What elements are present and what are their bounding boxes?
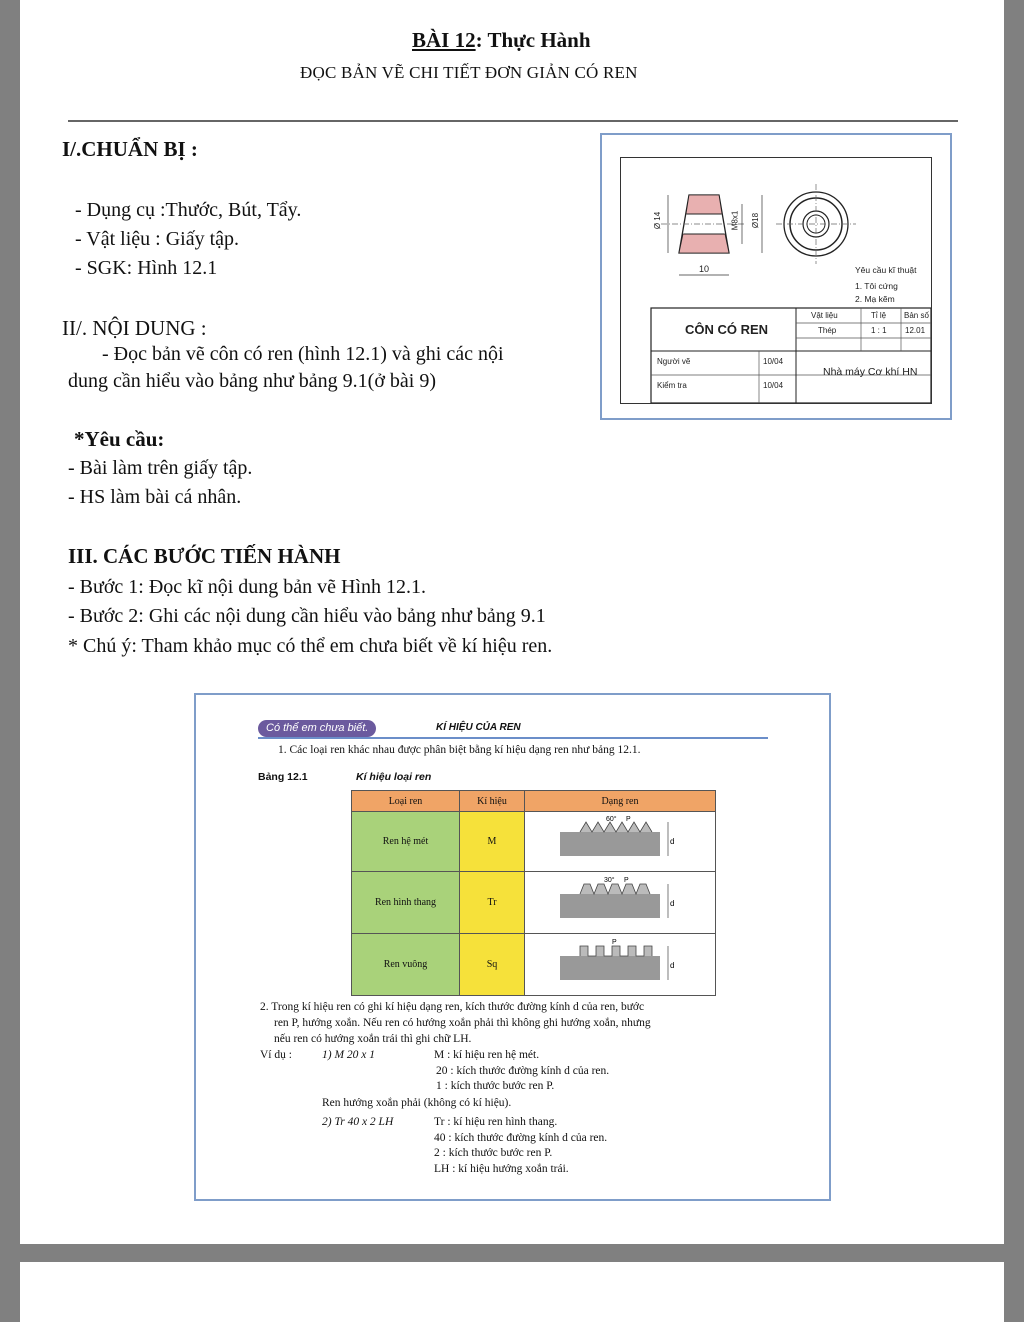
dimension-label: 10 [699,264,710,274]
list-item: - SGK: Hình 12.1 [75,257,218,279]
requirements-heading: *Yêu cầu: [74,427,165,451]
thread-form-image [525,872,716,934]
list-item: - HS làm bài cá nhân. [68,486,242,508]
section-3-heading: III. CÁC BƯỚC TIẾN HÀNH [68,544,341,568]
label-p: P [612,939,617,946]
divider [68,120,958,122]
col-header: Loại ren [352,791,460,812]
list-item: - Bài làm trên giấy tập. [68,457,253,479]
label-p: P [626,816,631,823]
example-1-note: Ren hướng xoắn phải (không có kí hiệu). [322,1097,512,1109]
table-caption-number: Bảng 12.1 [258,771,308,783]
list-item: - Bước 2: Ghi các nội dung cần hiểu vào bảng như bảng 9.1 [68,605,546,627]
dimension-label: Ø18 [751,212,761,229]
example-label: Ví dụ : [260,1049,292,1061]
sheet-label: Bản số [904,311,929,320]
section-2-heading: II/. NỘI DUNG : [62,316,207,340]
factory-name: Nhà máy Cơ khí HN [823,366,918,378]
thread-form-image [525,934,716,996]
document-page [20,0,1004,1244]
section-2-line-1: - Đọc bản vẽ côn có ren (hình 12.1) và ghi các nội [102,343,504,365]
scale-value: 1 : 1 [871,326,887,335]
info-paragraph-2-line-2: ren P, hướng xoắn. Nếu ren có hướng xoắn phải thì không ghi hướng xoắn, nhưng [274,1017,651,1029]
example-2-note: 40 : kích thước đường kính d của ren. [434,1132,608,1144]
info-badge: Có thể em chưa biết. [258,720,376,737]
thread-table [351,790,716,996]
list-item: - Bước 1: Đọc kĩ nội dung bản vẽ Hình 12.1. [68,576,427,598]
label-d: d [670,899,675,908]
thread-symbol: Tr [460,872,525,934]
thread-symbol: Sq [460,934,525,996]
col-header: Kí hiệu [460,791,525,812]
info-paragraph-2-line-3: nếu ren có hướng xoắn trái thì ghi chữ LH. [274,1033,472,1045]
technical-drawing [600,133,952,420]
section-1-heading: I/.CHUẨN BỊ : [62,137,198,161]
example-1-note: 20 : kích thước đường kính d của ren. [436,1065,610,1077]
scale-label: Tỉ lệ [871,311,887,320]
example-1-note: 1 : kích thước bước ren P. [436,1080,555,1092]
table-caption: Kí hiệu loại ren [356,771,432,783]
drawing-frame [620,157,932,404]
thread-type: Ren vuông [352,934,460,996]
part-name: CÔN CÓ REN [685,322,769,337]
square-thread-illustration [550,936,690,990]
list-item: - Vật liệu : Giấy tập. [75,228,240,250]
checker-label: Kiểm tra [657,381,687,390]
thread-form-image [525,812,716,872]
dimension-label: Ø 14 [653,211,663,230]
req-item: 1. Tôi cứng [855,281,898,291]
info-paragraph-2-line-1: 2. Trong kí hiệu ren có ghi kí hiệu dạng ren, kích thước đường kính d của ren, bước [260,1001,645,1013]
info-badge-title: KÍ HIỆU CỦA REN [436,722,521,733]
drawer-label: Người vẽ [657,357,691,366]
table-row [352,812,716,872]
metric-thread-illustration [550,814,690,866]
label-angle: 60° [606,816,617,823]
divider [258,737,768,739]
example-1-note: M : kí hiệu ren hệ mét. [434,1049,540,1061]
thread-symbols-box [194,693,831,1201]
example-2-note: Tr : kí hiệu ren hình thang. [434,1116,558,1128]
req-title: Yêu cầu kĩ thuật [855,265,917,275]
example-2: 2) Tr 40 x 2 LH [322,1116,394,1128]
col-header: Dạng ren [525,791,716,812]
material-label: Vật liệu [811,311,838,320]
list-item: - Dụng cụ :Thước, Bút, Tẩy. [75,199,302,221]
example-2-note: LH : kí hiệu hướng xoắn trái. [434,1163,569,1175]
label-angle: 30° [604,877,615,884]
label-d: d [670,837,675,846]
info-paragraph-1: 1. Các loại ren khác nhau được phân biệt bằng kí hiệu dạng ren như bảng 12.1. [278,744,641,756]
req-item: 2. Mạ kẽm [855,294,895,304]
lesson-subtitle: ĐỌC BẢN VẼ CHI TIẾT ĐƠN GIẢN CÓ REN [300,63,638,82]
table-row [352,934,716,996]
example-2-note: 2 : kích thước bước ren P. [434,1147,553,1159]
example-1: 1) M 20 x 1 [322,1049,376,1061]
thread-type: Ren hình thang [352,872,460,934]
dimension-label: M8x1 [730,210,740,231]
material-value: Thép [818,326,837,335]
label-d: d [670,961,675,970]
drawer-date: 10/04 [763,357,784,366]
checker-date: 10/04 [763,381,784,390]
lesson-title: BÀI 12: Thực Hành [412,28,591,52]
section-2-line-2: dung cần hiểu vào bảng như bảng 9.1(ở bài 9) [68,370,436,392]
next-page [20,1262,1004,1322]
trapezoid-thread-illustration [550,874,690,928]
thread-symbol: M [460,812,525,872]
list-item: * Chú ý: Tham khảo mục có thể em chưa biết về kí hiệu ren. [68,635,553,657]
label-p: P [624,877,629,884]
table-row [352,872,716,934]
sheet-value: 12.01 [905,326,926,335]
thread-type: Ren hệ mét [352,812,460,872]
